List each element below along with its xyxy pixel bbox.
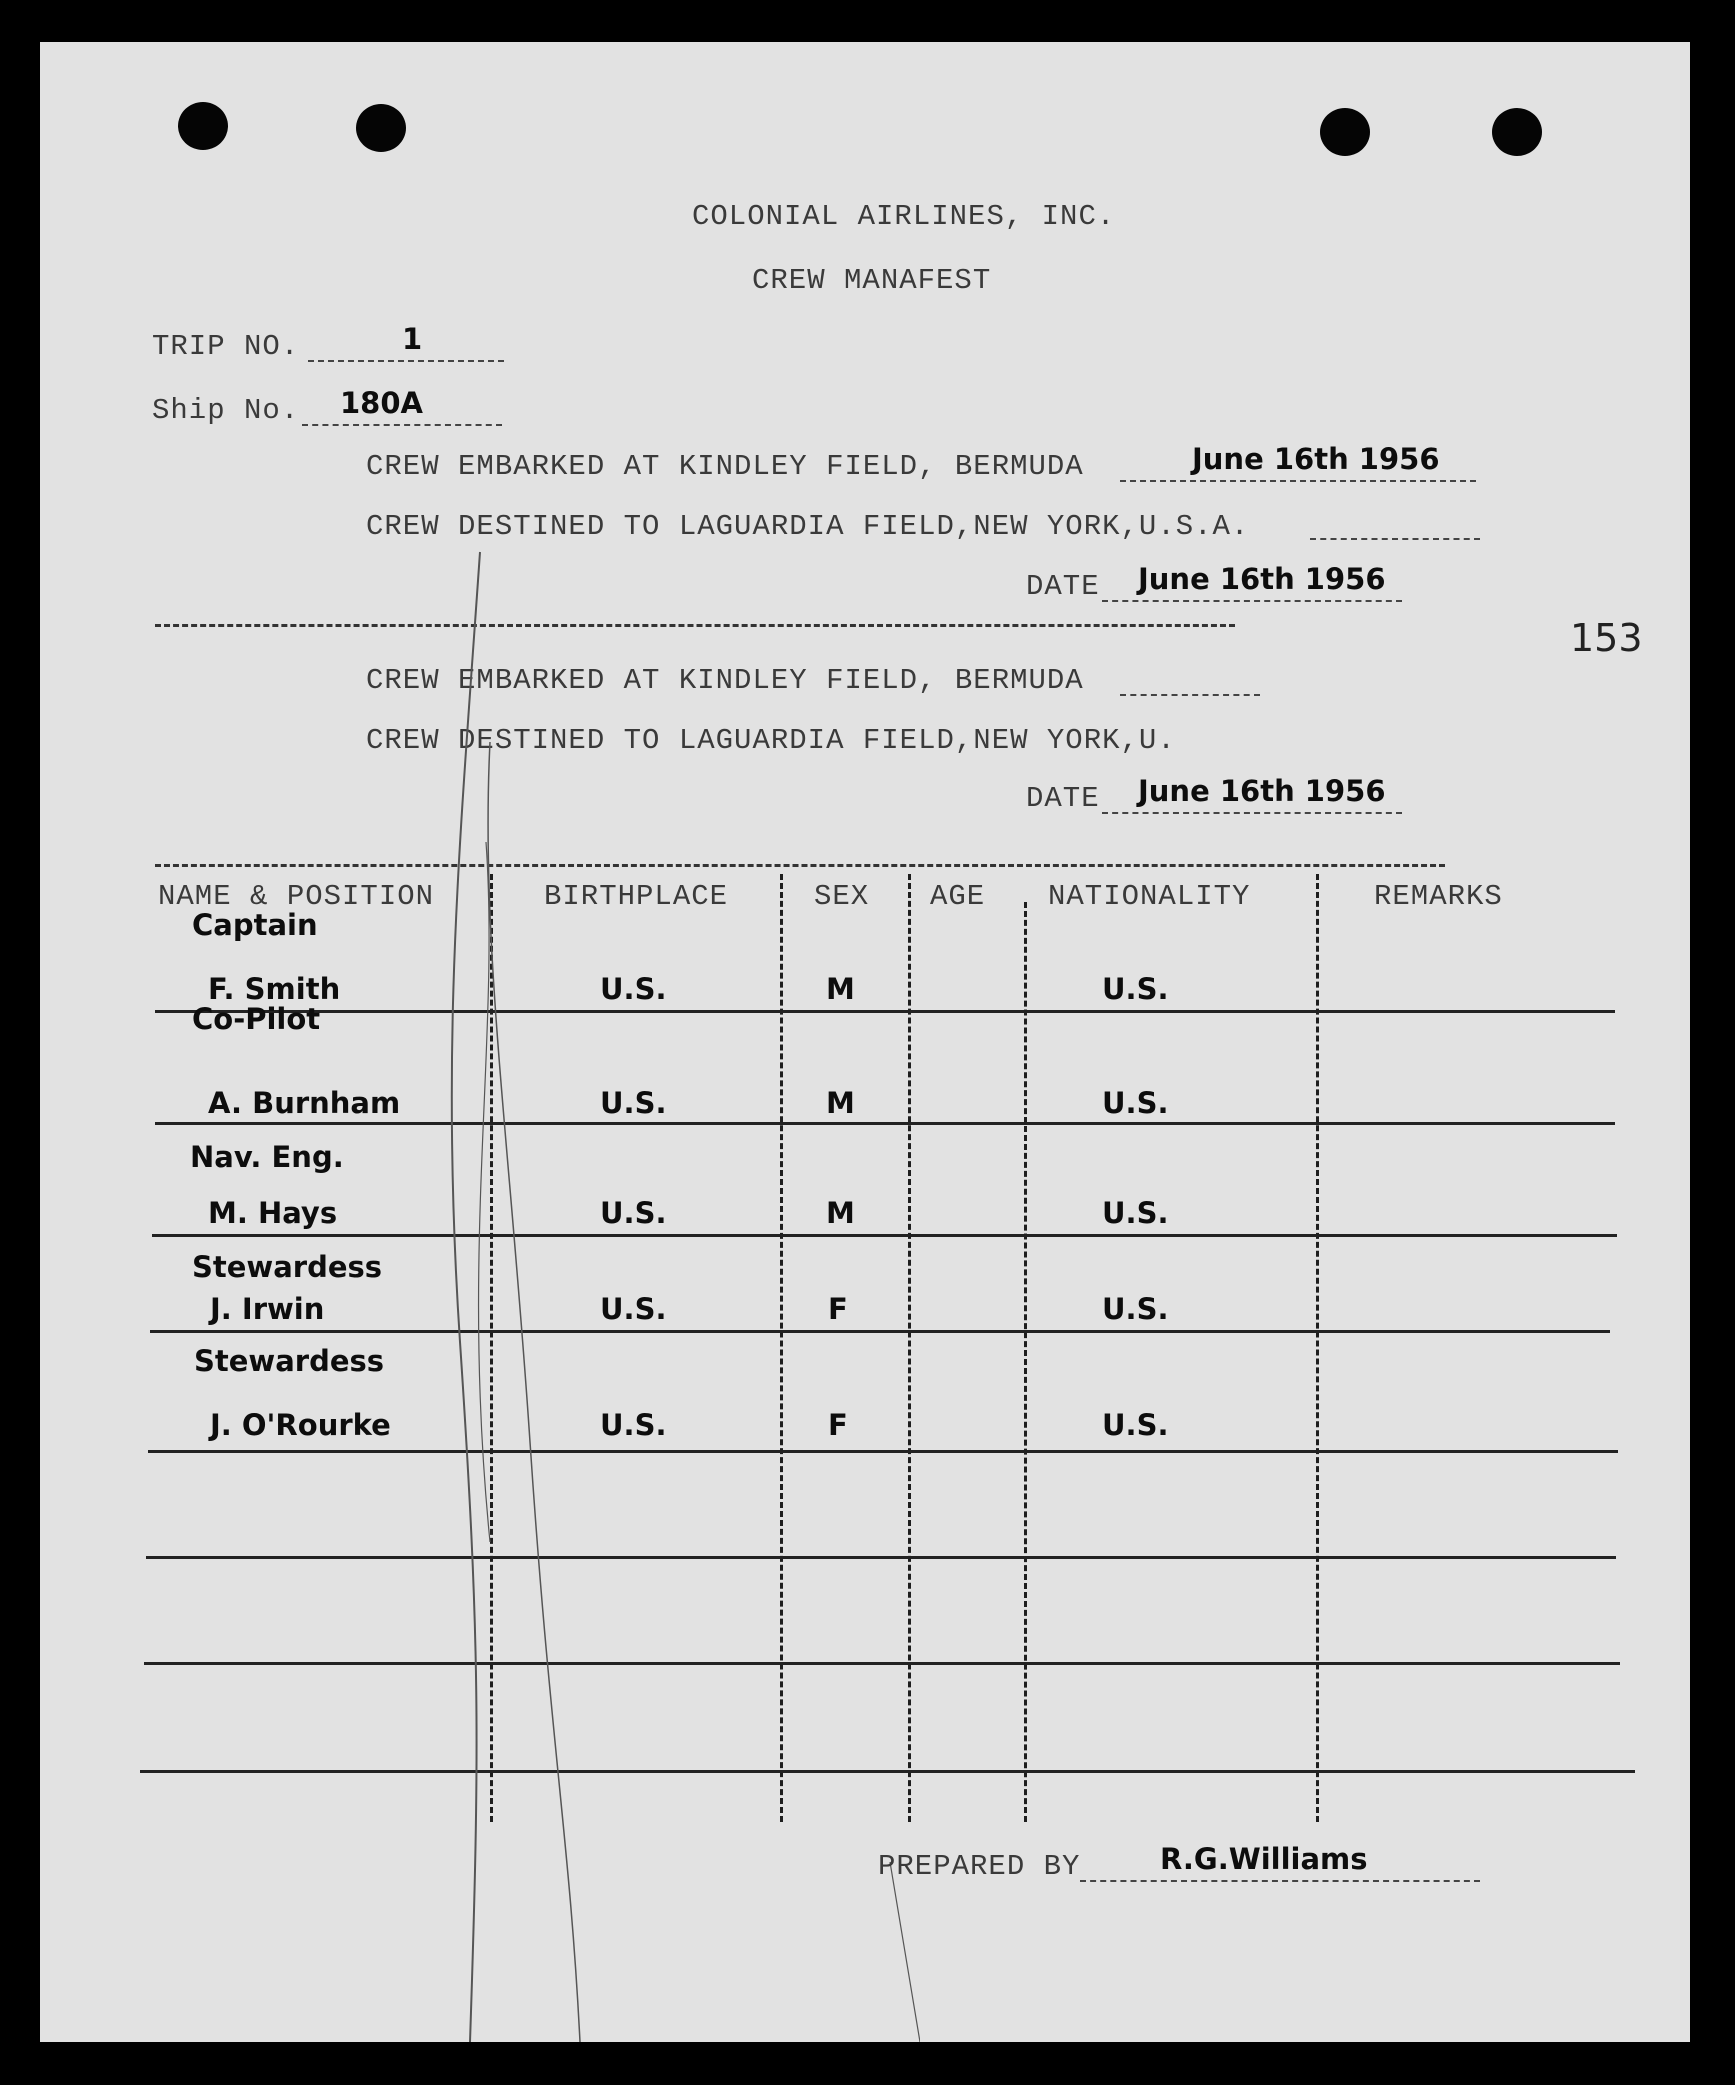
manifest-page [40,42,1690,2042]
row-position: Co-Pilot [192,1002,321,1036]
document-title: CREW MANAFEST [752,264,992,297]
row-name: A. Burnham [208,1086,401,1120]
section2-embarked-underline [1120,694,1260,696]
row-birthplace: U.S. [600,972,667,1006]
section2-embarked: CREW EMBARKED AT KINDLEY FIELD, BERMUDA [366,664,1084,697]
row-sex: M [826,1086,855,1120]
column-divider [1024,902,1027,1822]
row-birthplace: U.S. [600,1292,667,1326]
row-birthplace: U.S. [600,1196,667,1230]
ship-underline [302,424,502,426]
section1-embarked-underline [1120,480,1476,482]
section1-embarked-date: June 16th 1956 [1192,442,1440,476]
ship-number: 180A [340,386,423,420]
section1-date-label: DATE [1026,570,1100,603]
section2-date-underline [1102,812,1402,814]
punch-hole-icon [178,102,228,150]
row-sex: M [826,1196,855,1230]
row-name: J. Irwin [210,1292,325,1326]
row-position: Stewardess [192,1250,383,1284]
page-number: 153 [1570,616,1643,660]
section1-destined-underline [1310,538,1480,540]
row-nationality: U.S. [1102,1196,1169,1230]
row-position: Captain [192,908,318,942]
section2-destined: CREW DESTINED TO LAGUARDIA FIELD,NEW YORK,U. [366,724,1176,757]
trip-label: TRIP NO. [152,330,300,363]
col-header-age: AGE [930,880,986,913]
row-nationality: U.S. [1102,1408,1169,1442]
company-name: COLONIAL AIRLINES, INC. [692,200,1116,233]
top-edge-mark [1130,0,1220,22]
col-header-birthplace: BIRTHPLACE [544,880,729,913]
prepared-by-label: PREPARED BY [878,1850,1081,1883]
punch-hole-icon [1320,108,1370,156]
row-name: J. O'Rourke [210,1408,391,1442]
row-sex: F [828,1292,848,1326]
prepared-by-name: R.G.Williams [1160,1842,1368,1876]
col-header-name: NAME & POSITION [158,880,435,913]
section1-destined: CREW DESTINED TO LAGUARDIA FIELD,NEW YORK,U.S.A. [366,510,1250,543]
ship-label: Ship No. [152,394,300,427]
col-header-sex: SEX [814,880,870,913]
row-name: F. Smith [208,972,341,1006]
row-sex: M [826,972,855,1006]
row-sex: F [828,1408,848,1442]
column-divider [1316,874,1319,1822]
prepared-by-underline [1080,1880,1480,1882]
row-position: Nav. Eng. [190,1140,344,1174]
row-nationality: U.S. [1102,1292,1169,1326]
trip-underline [308,360,504,362]
trip-number: 1 [402,322,423,356]
row-birthplace: U.S. [600,1086,667,1120]
col-header-nationality: NATIONALITY [1048,880,1251,913]
row-nationality: U.S. [1102,1086,1169,1120]
section2-date-label: DATE [1026,782,1100,815]
section2-date: June 16th 1956 [1138,774,1386,808]
col-header-remarks: REMARKS [1374,880,1503,913]
scan-fiber-mark [420,542,920,2042]
section1-date: June 16th 1956 [1138,562,1386,596]
punch-hole-icon [1492,108,1542,156]
row-nationality: U.S. [1102,972,1169,1006]
punch-hole-icon [356,104,406,152]
row-birthplace: U.S. [600,1408,667,1442]
section1-date-underline [1102,600,1402,602]
row-name: M. Hays [208,1196,338,1230]
row-position: Stewardess [194,1344,385,1378]
section1-embarked: CREW EMBARKED AT KINDLEY FIELD, BERMUDA [366,450,1084,483]
